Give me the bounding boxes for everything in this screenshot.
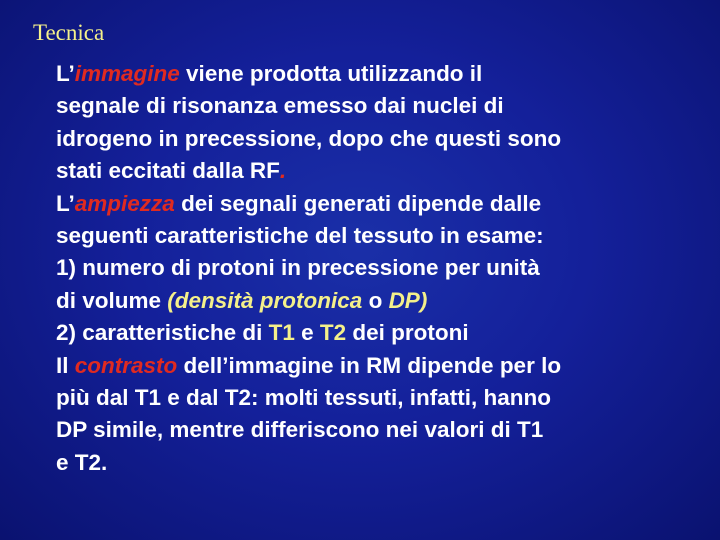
p1-line-3: idrogeno in precessione, dopo che questi sono (56, 125, 562, 151)
p2-line-1 (56, 188, 706, 220)
p3-line-1 (56, 350, 706, 382)
text-fragment: L’ (56, 61, 75, 86)
p3-line-2: più dal T1 e dal T2: molti tessuti, infatti, hanno (56, 385, 552, 411)
p1-line-4 (56, 155, 706, 187)
text-fragment: e (294, 320, 320, 346)
red-period: . (279, 158, 287, 184)
p3-line-3: DP simile, mentre differiscono nei valori di T1 (56, 417, 544, 443)
text-fragment: L’ (56, 190, 75, 216)
slide-title: Tecnica (33, 20, 105, 45)
p2-line-2: seguenti caratteristiche del tessuto in esame: (56, 223, 544, 249)
text-fragment: Il (56, 352, 75, 378)
p3-line-4: e T2. (56, 449, 108, 475)
highlight-t2: T2 (319, 320, 347, 346)
p1-line-1 (56, 58, 706, 90)
text-fragment: o (362, 287, 389, 313)
p2-line-5 (56, 317, 706, 349)
text-fragment: stati eccitati dalla RF (56, 158, 280, 184)
highlight-immagine: immagine (74, 61, 180, 86)
slide-body (56, 58, 706, 479)
p2-line-3: 1) numero di protoni in precessione per unità (56, 255, 540, 281)
highlight-contrasto: contrasto (74, 352, 178, 378)
p1-line-2: segnale di risonanza emesso dai nuclei di (56, 93, 504, 119)
highlight-densita-protonica: (densità protonica (167, 287, 363, 313)
text-fragment: dei segnali generati dipende dalle (174, 190, 542, 216)
highlight-ampiezza: ampiezza (74, 190, 175, 216)
text-fragment: viene prodotta utilizzando il (179, 61, 483, 86)
text-fragment: dell’immagine in RM dipende per lo (177, 352, 562, 378)
text-fragment: dei protoni (346, 320, 469, 346)
p2-line-4 (56, 285, 706, 317)
highlight-dp: DP) (388, 287, 428, 313)
text-fragment: 2) caratteristiche di (56, 320, 269, 346)
text-fragment: di volume (56, 287, 168, 313)
highlight-t1: T1 (268, 320, 295, 346)
